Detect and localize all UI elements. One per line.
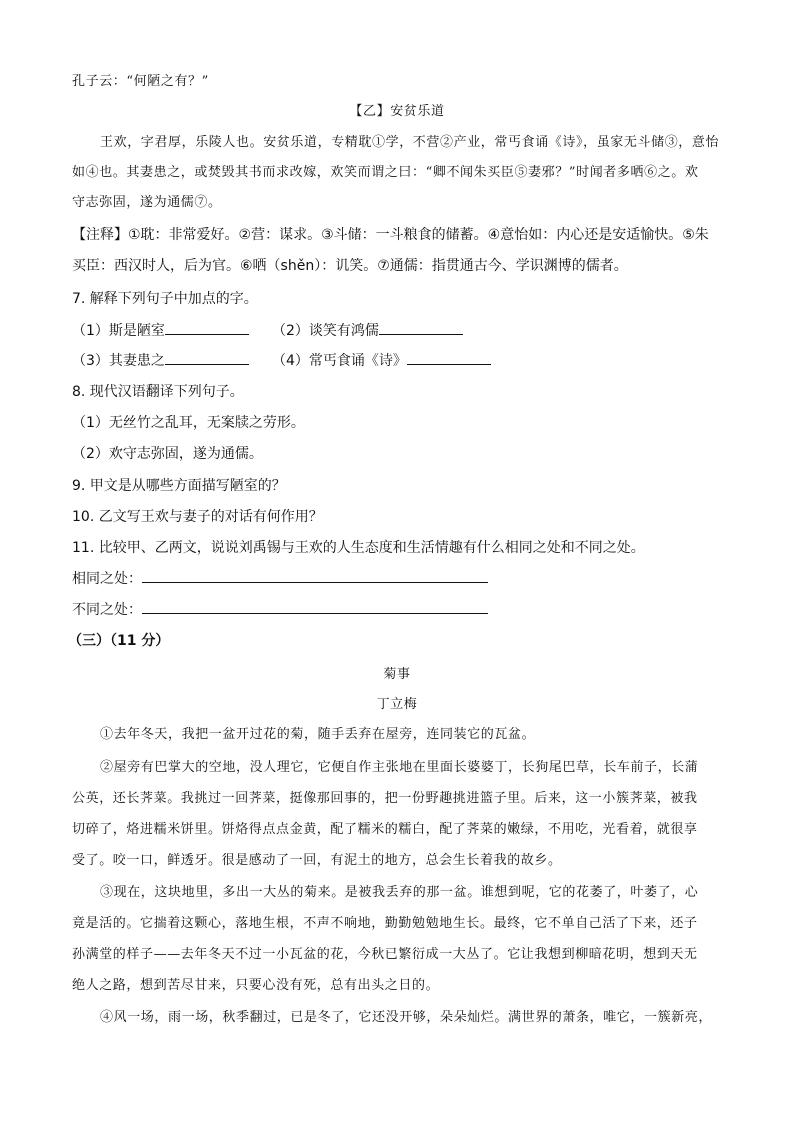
annotation-line: 买臣：西汉时人，后为官。⑥哂（shěn）：讥笑。⑦通儒：指贯通古今、学识渊博的儒者。: [72, 258, 628, 274]
story-paragraph-line: 孙满堂的样子——去年冬天不过一小瓦盆的花，今秋已繁衍成一大丛了。它让我想到柳暗花明，想到天无: [72, 947, 698, 962]
text-line: 孔子云：“何陋之有？”: [72, 74, 209, 89]
answer-blank[interactable]: [407, 350, 491, 365]
same-label: 相同之处：: [72, 571, 142, 587]
passage-yi-line: 王欢，字君厚，乐陵人也。安贫乐道，专精耽①学，不营②产业，常丐食诵《诗》，虽家无斗储③，意怡: [100, 135, 720, 150]
question-11: 11. 比较甲、乙两文，说说刘禹锡与王欢的人生态度和生活情趣有什么相同之处和不同之处。: [72, 540, 645, 556]
q7-item-1: （1）斯是陋室: [72, 323, 165, 339]
answer-blank[interactable]: [142, 568, 488, 583]
annotation-line: 【注释】①耽：非常爱好。②营：谋求。③斗储：一斗粮食的储蓄。④意怡如：内心还是安适愉快。⑤朱: [72, 227, 709, 243]
section-3-heading: （三）（11 分）: [68, 633, 170, 649]
q7-item-3: （3）其妻患之: [72, 353, 165, 369]
answer-row-same: [72, 568, 722, 588]
section-title-yi: 【乙】安贫乐道: [349, 104, 445, 119]
answer-blank[interactable]: [165, 350, 249, 365]
question-8: 8. 现代汉语翻译下列句子。: [72, 384, 244, 400]
question-10: 10. 乙文写王欢与妻子的对话有何作用？: [72, 509, 323, 525]
story-paragraph-line: 切碎了，烙进糯米饼里。饼烙得点点金黄，配了糯米的糯白，配了荠菜的嫩绿，不用吃，光看着，就很享: [72, 822, 698, 837]
answer-row-diff: [72, 599, 722, 619]
question-7-row: [72, 350, 722, 370]
passage-yi-line: 如④也。其妻患之，或焚毁其书而求改嫁，欢笑而谓之曰：“卿不闻朱买臣⑤妻邪？”时闻者多哂⑥之。欢: [72, 165, 699, 180]
story-paragraph-line: ①去年冬天，我把一盆开过花的菊，随手丢弃在屋旁，连同装它的瓦盆。: [100, 727, 536, 742]
passage-yi-line: 守志弥固，遂为通儒⑦。: [72, 195, 222, 210]
answer-blank[interactable]: [165, 320, 249, 335]
story-paragraph-line: 竟是活的。它揣着这颗心，落地生根，不声不响地，勤勤勉勉地生长。最终，它不单自己活了下来，还子: [72, 916, 698, 931]
story-paragraph-line: 受了。咬一口，鲜透牙。很是感动了一回，有泥土的地方，总会生长着我的故乡。: [72, 853, 562, 868]
q7-item-4: （4）常丐食诵《诗》: [272, 353, 407, 369]
answer-blank[interactable]: [142, 599, 488, 614]
question-9: 9. 甲文是从哪些方面描写陋室的？: [72, 478, 286, 494]
story-paragraph-line: ②屋旁有巴掌大的空地，没人理它，它便自作主张地在里面长婆婆丁，长狗尾巴草，长车前子，长蒲: [100, 760, 699, 775]
story-author: 丁立梅: [376, 697, 418, 712]
story-paragraph-line: 公英，还长荠菜。我挑过一回荠菜，挺像那回事的，把一份野趣挑进篮子里。后来，这一小簇荠菜，被我: [72, 791, 698, 806]
diff-label: 不同之处：: [72, 602, 142, 618]
question-8-item: （2）欢守志弥固，遂为通儒。: [72, 446, 263, 462]
question-8-item: （1）无丝竹之乱耳，无案牍之劳形。: [72, 415, 305, 431]
story-paragraph-line: ③现在，这块地里，多出一大丛的菊来。是被我丢弃的那一盆。谁想到呢，它的花萎了，叶萎了，心: [100, 885, 699, 900]
answer-blank[interactable]: [379, 320, 463, 335]
question-7-row: [72, 320, 722, 340]
story-paragraph-line: 绝人之路，想到苦尽甘来，只要心没有死，总有出头之日的。: [72, 978, 440, 993]
q7-item-2: （2）谈笑有鸿儒: [272, 323, 379, 339]
question-7: 7. 解释下列句子中加点的字。: [72, 291, 258, 307]
story-paragraph-line: ④风一场，雨一场，秋季翻过，已是冬了，它还没开够，朵朵灿烂。满世界的萧条，唯它，一簇新亮，: [100, 1010, 713, 1025]
story-title: 菊事: [383, 667, 411, 682]
